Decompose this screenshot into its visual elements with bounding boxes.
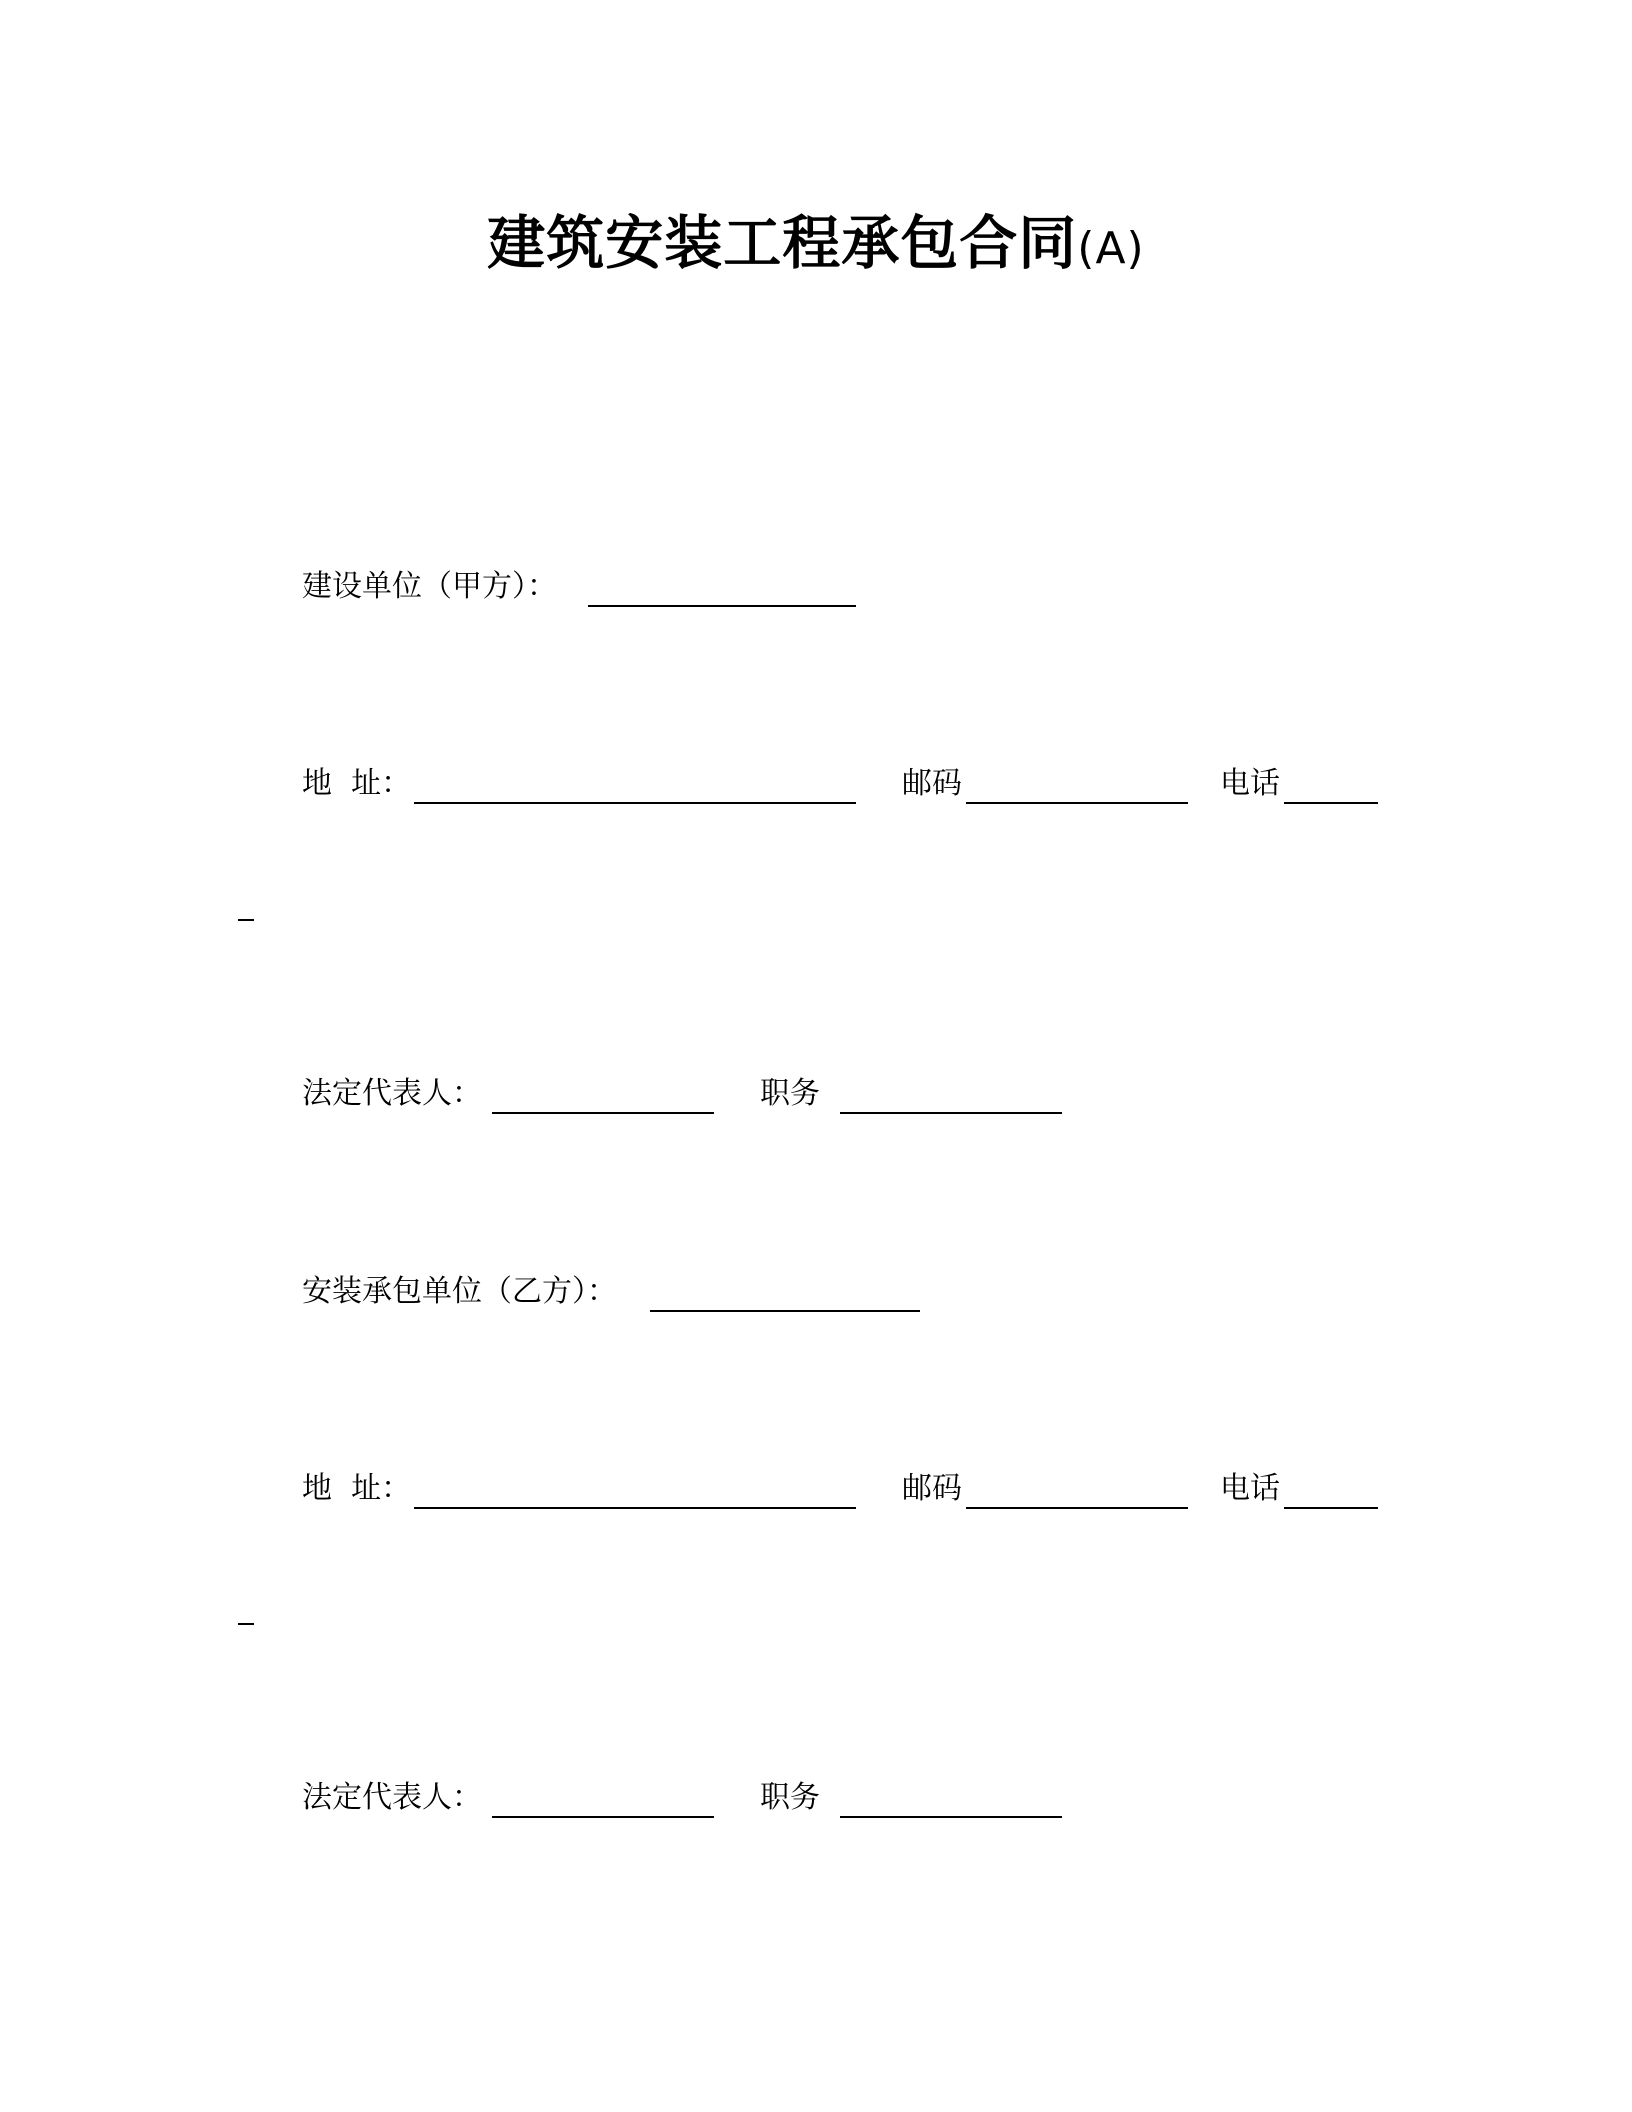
party-a-unit-row xyxy=(0,565,1632,609)
party-a-legal-rep-row xyxy=(0,1072,1632,1116)
party-a-address-field[interactable] xyxy=(414,802,856,804)
party-b-unit-field[interactable] xyxy=(650,1310,920,1312)
party-a-phone-field[interactable] xyxy=(1284,802,1378,804)
party-a-position-label: 职务 xyxy=(760,1076,820,1111)
party-a-postcode-field[interactable] xyxy=(966,802,1188,804)
party-a-legal-rep-field[interactable] xyxy=(492,1112,714,1114)
party-b-phone-field[interactable] xyxy=(1284,1507,1378,1509)
title-text: 建筑安装工程承包合同 xyxy=(487,209,1078,277)
party-a-address-label: 地 址： xyxy=(302,766,412,801)
party-b-legal-rep-field[interactable] xyxy=(492,1816,714,1818)
party-a-postcode-label: 邮码 xyxy=(902,766,962,801)
party-b-legal-rep-label: 法定代表人： xyxy=(302,1780,482,1815)
party-a-phone-label: 电话 xyxy=(1220,766,1280,801)
title-suffix: (A) xyxy=(1077,223,1145,274)
party-a-unit-label: 建设单位（甲方）： xyxy=(302,569,557,604)
party-b-position-field[interactable] xyxy=(840,1816,1062,1818)
party-a-position-field[interactable] xyxy=(840,1112,1062,1114)
party-b-legal-rep-row xyxy=(0,1776,1632,1820)
party-b-postcode-field[interactable] xyxy=(966,1507,1188,1509)
party-a-legal-rep-label: 法定代表人： xyxy=(302,1076,482,1111)
party-b-address-field[interactable] xyxy=(414,1507,856,1509)
party-b-phone-continuation xyxy=(238,1623,254,1625)
party-b-unit-label: 安装承包单位（乙方）： xyxy=(302,1274,617,1309)
party-a-address-row xyxy=(0,762,1632,806)
party-b-position-label: 职务 xyxy=(760,1780,820,1815)
party-a-unit-field[interactable] xyxy=(588,605,856,607)
party-b-unit-row xyxy=(0,1270,1632,1314)
party-b-address-label: 地 址： xyxy=(302,1471,412,1506)
party-b-address-row xyxy=(0,1467,1632,1511)
party-b-phone-label: 电话 xyxy=(1220,1471,1280,1506)
party-a-phone-continuation xyxy=(238,919,254,921)
party-b-postcode-label: 邮码 xyxy=(902,1471,962,1506)
page-title xyxy=(0,196,1632,280)
